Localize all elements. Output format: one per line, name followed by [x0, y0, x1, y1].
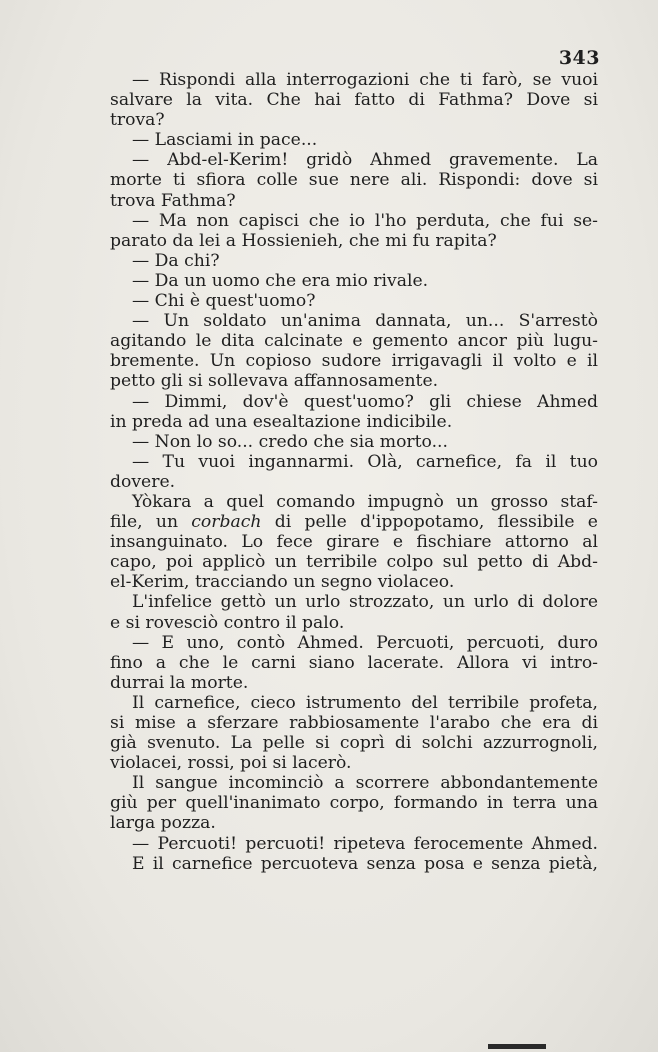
page-number: 343: [558, 47, 600, 69]
text-line: — Lasciami in pace...: [132, 130, 318, 151]
text-line: — Ma non capisci che io l'ho perduta, che fui se-: [132, 210, 598, 231]
text-line: e si rovesciò contro il palo.: [110, 612, 345, 633]
text-line: violacei, rossi, poi si lacerò.: [110, 753, 352, 774]
text-line: Il sangue incominciò a scorrere abbondantemente: [132, 773, 598, 794]
text-line: giù per quell'inanimato corpo, formando in terra una: [110, 793, 598, 814]
text-line: parato da lei a Hossienieh, che mi fu rapita?: [110, 230, 497, 251]
text-line: insanguinato. Lo fece girare e fischiare attorno al: [110, 532, 598, 553]
text-line: — Rispondi alla interrogazioni che ti farò, se vuoi: [132, 70, 598, 90]
text-line: — Un soldato un'anima dannata, un... S'arrestò: [132, 311, 598, 332]
text-line: Yòkara a quel comando impugnò un grosso staf-: [132, 491, 598, 512]
text-line: dovere.: [110, 471, 176, 492]
text-line: E il carnefice percuoteva senza posa e senza pietà,: [132, 853, 598, 874]
text-line: — Da chi?: [132, 250, 220, 271]
text-line: larga pozza.: [110, 813, 216, 834]
text-line: durrai la morte.: [110, 672, 249, 693]
body-text: [110, 70, 598, 874]
text-line: bremente. Un copioso sudore irrigavagli il volto e il: [110, 351, 598, 372]
text-line: — Chi è quest'uomo?: [132, 291, 316, 312]
text-line: trova Fathma?: [110, 190, 236, 211]
text-line: agitando le dita calcinate e gemento ancor più lugu-: [110, 331, 598, 352]
text-line: già svenuto. La pelle si coprì di solchi azzurrognoli,: [110, 733, 598, 754]
text-line: in preda ad una esealtazione indicibile.: [110, 411, 453, 432]
text-line: morte ti sfiora colle sue nere ali. Rispondi: dove si: [110, 170, 598, 191]
text-line: el-Kerim, tracciando un segno violaceo.: [110, 572, 455, 593]
text-line: — Tu vuoi ingannarmi. Olà, carnefice, fa il tuo: [132, 451, 598, 472]
text-line: capo, poi applicò un terribile colpo sul petto di Abd-: [110, 552, 598, 573]
text-line: petto gli si sollevava affannosamente.: [110, 371, 439, 392]
text-line: si mise a sferzare rabbiosamente l'arabo che era di: [110, 713, 598, 733]
text-line: — Da un uomo che era mio rivale.: [132, 270, 429, 291]
text-line: — Dimmi, dov'è quest'uomo? gli chiese Ahmed: [132, 391, 598, 412]
text-line: trova?: [110, 110, 165, 131]
text-line: — Percuoti! percuoti! ripeteva ferocemente Ahmed.: [132, 833, 598, 854]
text-line: L'infelice gettò un urlo strozzato, un urlo di dolore: [132, 592, 598, 613]
text-line: Il carnefice, cieco istrumento del terribile profeta,: [132, 692, 598, 713]
text-line: salvare la vita. Che hai fatto di Fathma? Dove si: [110, 90, 598, 111]
printer-mark: [488, 1044, 546, 1049]
text-line: — Non lo so... credo che sia morto...: [132, 431, 448, 452]
text-line: — E uno, contò Ahmed. Percuoti, percuoti, duro: [132, 632, 598, 653]
text-line: — Abd-el-Kerim! gridò Ahmed gravemente. La: [132, 150, 598, 171]
text-line: fino a che le carni siano lacerate. Allora vi intro-: [110, 652, 598, 673]
text-line: file, un corbach di pelle d'ippopotamo, flessibile e: [110, 512, 598, 533]
